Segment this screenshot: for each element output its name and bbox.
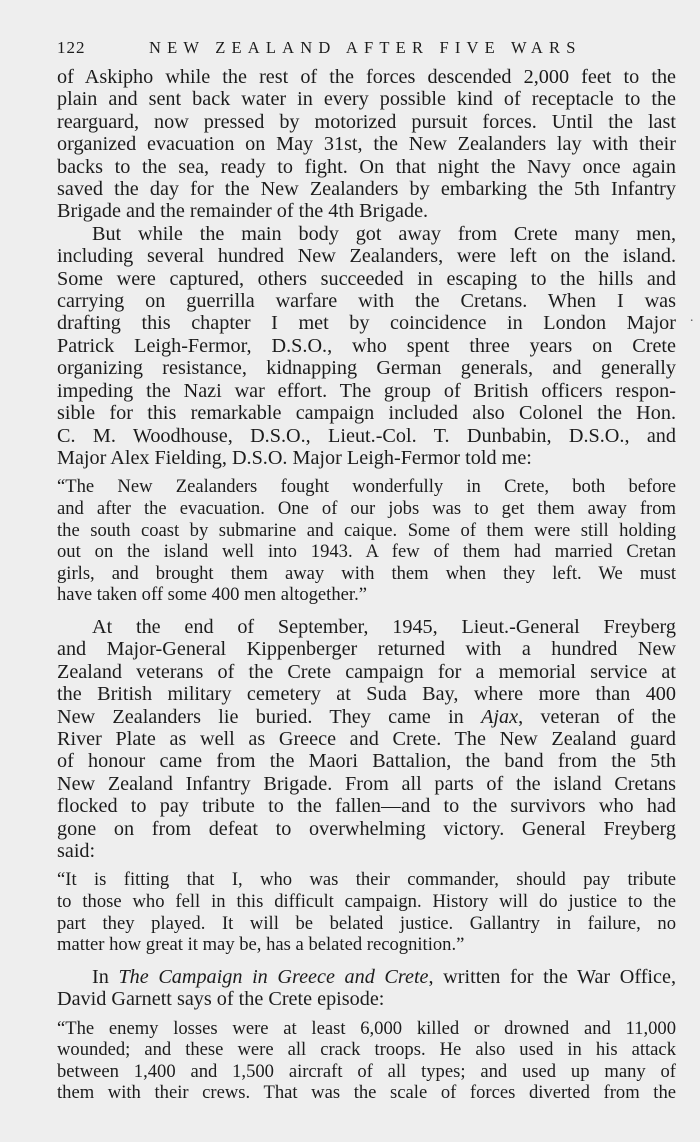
text-line: the British military cemetery at Suda Bay, where more than 400	[57, 683, 676, 706]
text-line: River Plate as well as Greece and Crete. The New Zealand guard	[57, 727, 676, 750]
text-line: flocked to pay tribute to the fallen—and to the survivors who had	[57, 795, 676, 818]
text-line: girls, and brought them away with them when they left. We must	[57, 562, 676, 584]
text-line: rearguard, now pressed by motorized pursuit forces. Until the last	[57, 110, 676, 133]
text-line: gone on from defeat to overwhelming victory. General Freyberg	[57, 817, 676, 840]
text-line: saved the day for the New Zealanders by embarking the 5th Infantry	[57, 178, 676, 201]
text-line: sible for this remarkable campaign included also Colonel the Hon.	[57, 402, 676, 425]
text-line: them with their crews. That was the scale of forces diverted from the	[57, 1082, 676, 1104]
text-line: Brigade and the remainder of the 4th Brigade.	[57, 200, 429, 223]
text-line: Zealand veterans of the Crete campaign for a memorial service at	[57, 660, 676, 683]
italic-title: The Campaign in Greece and Crete	[118, 965, 429, 988]
text-line: New Zealanders lie buried. They came in Ajax, veteran of the	[57, 705, 676, 728]
text-line: “It is fitting that I, who was their commander, should pay tribute	[57, 869, 676, 891]
running-head: NEW ZEALAND AFTER FIVE WARS	[149, 38, 582, 57]
text-line: New Zealand Infantry Brigade. From all parts of the island Cretans	[57, 772, 676, 795]
text-line: Major Alex Fielding, D.S.O. Major Leigh-Fermor told me:	[57, 446, 532, 469]
text-line: part they played. It will be belated justice. Gallantry in failure, no	[57, 912, 676, 934]
text-line: wounded; and these were all crack troops. He also used in his attack	[57, 1039, 676, 1061]
text-line: and Major-General Kippenberger returned with a hundred New	[57, 638, 676, 661]
text-line: have taken off some 400 men altogether.”	[57, 584, 367, 606]
italic-title: Ajax	[481, 705, 519, 728]
body-text	[57, 66, 676, 1104]
text-line: matter how great it may be, has a belated recognition.”	[57, 934, 465, 956]
text-line: of Askipho while the rest of the forces descended 2,000 feet to the	[57, 66, 676, 88]
margin-mark: ·	[689, 314, 694, 329]
page-header	[57, 38, 676, 66]
text-line: Patrick Leigh-Fermor, D.S.O., who spent three years on Crete	[57, 334, 676, 357]
page-number: 122	[57, 38, 86, 57]
text-line: organized evacuation on May 31st, the New Zealanders lay with their	[57, 133, 676, 156]
text-line: “The enemy losses were at least 6,000 killed or drowned and 11,000	[57, 1017, 676, 1039]
block-quote	[57, 1018, 676, 1104]
block-quote	[57, 476, 676, 606]
text-line: In The Campaign in Greece and Crete, written for the War Office,	[92, 965, 676, 988]
text-line: backs to the sea, ready to fight. On that night the Navy once again	[57, 155, 676, 178]
paragraph	[57, 223, 676, 469]
text-line: C. M. Woodhouse, D.S.O., Lieut.-Col. T. Dunbabin, D.S.O., and	[57, 424, 676, 447]
text-line: the south coast by submarine and caique. Some of them were still holding	[57, 519, 676, 541]
text-line: to those who fell in this difficult campaign. History will do justice to the	[57, 890, 676, 912]
text-line: including several hundred New Zealanders, were left on the island.	[57, 245, 676, 268]
block-quote	[57, 869, 676, 955]
text-line: At the end of September, 1945, Lieut.-General Freyberg	[92, 615, 676, 638]
text-line: said:	[57, 839, 96, 862]
text-line: out on the island well into 1943. A few of them had married Cretan	[57, 541, 676, 563]
paragraph	[57, 966, 676, 1011]
paragraph	[57, 66, 676, 223]
text-line: carrying on guerrilla warfare with the Cretans. When I was	[57, 290, 676, 313]
text-line: impeding the Nazi war effort. The group of British officers respon-	[57, 379, 676, 402]
text-line: Some were captured, others succeeded in escaping to the hills and	[57, 267, 676, 290]
text-line: and after the evacuation. One of our jobs was to get them away from	[57, 497, 676, 519]
text-line: organizing resistance, kidnapping German generals, and generally	[57, 357, 676, 380]
text-line: drafting this chapter I met by coincidence in London Major	[57, 312, 676, 335]
text-line: But while the main body got away from Crete many men,	[92, 222, 676, 245]
text-line: of honour came from the Maori Battalion, the band from the 5th	[57, 750, 676, 773]
paragraph	[57, 616, 676, 862]
text-line: between 1,400 and 1,500 aircraft of all types; and used up many of	[57, 1060, 676, 1082]
text-line: David Garnett says of the Crete episode:	[57, 988, 385, 1011]
text-line: “The New Zealanders fought wonderfully in Crete, both before	[57, 476, 676, 498]
text-line: plain and sent back water in every possible kind of receptacle to the	[57, 88, 676, 111]
